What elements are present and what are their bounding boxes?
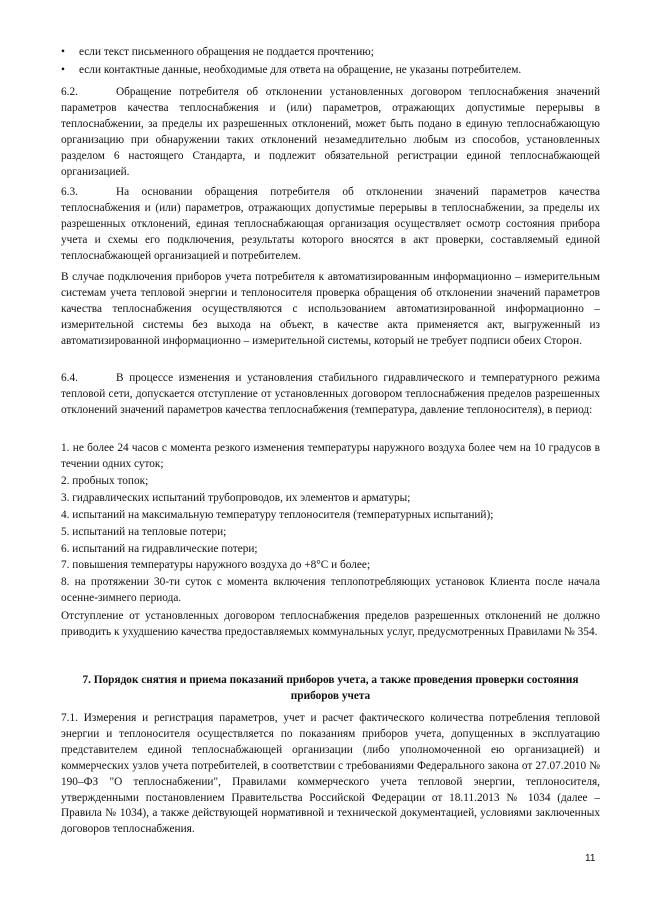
page-number: 11 xyxy=(585,853,596,864)
paragraph-6-3-continued: В случае подключения приборов учета потребителя к автоматизированным информационно – измерительным системам учета тепловой энергии и теплоносителя проверка обращения об отклонении значений параметров качества теплоснабжения осуществляются с использованием автоматизированной информационно – измерительной системы без выхода на объект, в качестве акта применяется акт, выгруженный из автоматизированной информационно – измерительной системы, который не требует подписи обеих Сторон. xyxy=(61,271,600,347)
bullet-icon: • xyxy=(61,64,65,76)
clause-number: 6.2. xyxy=(61,86,78,98)
paragraph-7-1: 7.1. Измерения и регистрация параметров, учет и расчет фактического количества потребления тепловой энергии и теплоносителя осуществляется по показаниям приборов учета, допущенных в эксплуатацию представителем единой теплоснабжающей организации (либо уполномоченной ею организацией) и коммерческих узлов учета потребителей, в соответствии с требованиями Федерального закона от 27.07.2010 № 190–ФЗ "О теплоснабжении", Правилами коммерческого учета тепловой энергии, теплоносителя, утвержденными постановлением Правительства Российской Федерации от 18.11.2013 № 1034 (далее – Правила № 1034), а также действующей нормативной и технической документацией, условиями заключенных договоров теплоснабжения. xyxy=(61,712,600,836)
bullet-text: если контактные данные, необходимые для ответа на обращение, не указаны потребителем. xyxy=(79,64,522,76)
list-item: 3. гидравлических испытаний трубопроводов, их элементов и арматуры; xyxy=(61,492,411,504)
clause-text: Обращение потребителя об отклонении установленных договором теплоснабжения значений параметров качества теплоснабжения и (или) параметров, отражающих допустимые перерывы в теплоснабжении, за пределы их разрешенных отклонений, может быть подано в единую теплоснабжающую организацию при обнаружении таких отклонений незамедлительно любым из способов, установленных разделом 6 настоящего Стандарта, и подлежит обязательной регистрации единой теплоснабжающей организацией. xyxy=(61,86,600,178)
list-item: 2. пробных топок; xyxy=(61,475,149,487)
list-item: 6. испытаний на гидравлические потери; xyxy=(61,543,258,555)
clause-number: 6.3. xyxy=(61,186,78,198)
paragraph-6-3 xyxy=(61,185,600,265)
clause-text: В процессе изменения и установления стабильного гидравлического и температурного режима тепловой сети, допускается отступление от установленных договором теплоснабжения пределов разрешенных отклонений значений параметров качества теплоснабжения (температура, давление теплоносителя), в период: xyxy=(61,372,600,416)
paragraph-6-2 xyxy=(61,85,600,180)
bullet-icon: • xyxy=(61,46,65,58)
clause-text: На основании обращения потребителя об отклонении значений параметров качества теплоснабжения и (или) параметров, отражающих допустимые перерывы в теплоснабжении, за пределы их разрешенных отклонений, единая теплоснабжающая организация осуществляет осмотр состояния прибора учета и схемы его подключения, результаты которого вносятся в акт проверки, составляемый единой теплоснабжающей организацией и потребителем. xyxy=(61,186,600,262)
list-item: 7. повышения температуры наружного воздуха до +8°С и более; xyxy=(61,559,371,571)
bullet-text: если текст письменного обращения не поддается прочтению; xyxy=(79,46,374,58)
list-item: 4. испытаний на максимальную температуру теплоносителя (температурных испытаний); xyxy=(61,509,494,521)
list-item: 5. испытаний на тепловые потери; xyxy=(61,526,227,538)
paragraph-6-4 xyxy=(61,371,600,419)
paragraph-after-list: Отступление от установленных договором теплоснабжения пределов разрешенных отклонений не должно приводить к ухудшению качества предоставляемых коммунальных услуг, предусмотренных Правилами № 354. xyxy=(61,610,600,638)
clause-number: 6.4. xyxy=(61,372,78,384)
list-item: 8. на протяжении 30-ти суток с момента включения теплопотребляющих установок Клиента после начала осенне-зимнего периода. xyxy=(61,576,600,604)
section-7-heading: 7. Порядок снятия и приема показаний приборов учета, а также проведения проверки состояния приборов учета xyxy=(82,674,579,702)
list-item: 1. не более 24 часов с момента резкого изменения температуры наружного воздуха более чем на 10 градусов в течении одних суток; xyxy=(61,442,600,470)
